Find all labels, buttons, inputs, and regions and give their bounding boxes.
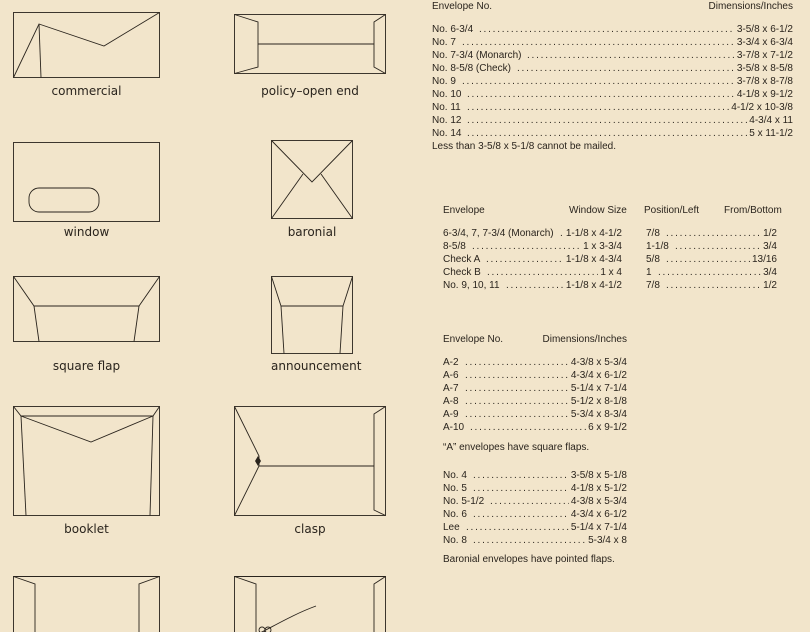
- cell: 13/16: [751, 254, 777, 265]
- window-label: window: [63, 225, 110, 239]
- table-row: [443, 279, 777, 292]
- dot-leader: [473, 469, 569, 482]
- envelope-dimensions: 4-3/4 x 6-1/2: [570, 509, 627, 520]
- dot-leader: [675, 240, 761, 253]
- dot-leader: [462, 75, 735, 88]
- envelope-name: No. 7-3/4 (Monarch): [432, 50, 522, 61]
- table-row: [432, 62, 793, 75]
- table-row: [443, 521, 627, 534]
- envelope-dimensions: 4-3/4 x 6-1/2: [570, 370, 627, 381]
- envelope-dimensions: 4-3/8 x 5-3/4: [570, 496, 627, 507]
- dot-leader: [465, 395, 569, 408]
- envelope-name: No. 11: [432, 102, 461, 113]
- dot-leader: [467, 114, 747, 127]
- envelope-name: No. 8-5/8 (Check): [432, 63, 511, 74]
- envelope-name: No. 6-3/4: [432, 24, 474, 35]
- dot-leader: [472, 240, 581, 253]
- envelope-name: A-6: [443, 370, 459, 381]
- table-row: [443, 369, 627, 382]
- envelope-size-table: [432, 0, 793, 153]
- commercial-label: commercial: [51, 84, 122, 98]
- dot-leader: [473, 508, 569, 521]
- envelope-name: No. 6: [443, 509, 467, 520]
- dot-leader: [486, 253, 564, 266]
- table-row: [443, 266, 777, 279]
- dot-leader: [465, 356, 569, 369]
- table-row: [443, 382, 627, 395]
- envelope-dimensions: 4-1/2 x 10-3/8: [731, 102, 793, 113]
- cell: 1: [646, 267, 652, 278]
- dot-leader: [506, 279, 564, 292]
- baronial-label: baronial: [287, 225, 337, 239]
- policy-open-end-envelope-illustration: [234, 14, 386, 74]
- cell: 1-1/8 x 4-1/2: [565, 280, 622, 291]
- dot-leader: [479, 23, 735, 36]
- dot-leader: [467, 88, 735, 101]
- table-row: [432, 127, 793, 140]
- booklet-envelope-illustration: [13, 406, 160, 516]
- dot-leader: [487, 266, 598, 279]
- envelope-dimensions: 4-1/8 x 9-1/2: [736, 89, 793, 100]
- dot-leader: [465, 369, 569, 382]
- envelope-dimensions: 5-1/2 x 8-1/8: [570, 396, 627, 407]
- cell: 1/2: [763, 228, 777, 239]
- window-envelope-illustration: [13, 142, 160, 222]
- envelope-dimensions: 5-3/4 x 8-3/4: [570, 409, 627, 420]
- table-row: [443, 253, 777, 266]
- table-row: [432, 75, 793, 88]
- dot-leader: [462, 36, 735, 49]
- envelope-dimensions: 6 x 9-1/2: [588, 422, 627, 433]
- dot-leader: [517, 62, 735, 75]
- cell: 3/4: [763, 241, 777, 252]
- envelope-name: No. 8: [443, 535, 467, 546]
- table1-header-left: Envelope No.: [432, 1, 493, 12]
- clasp-label: clasp: [294, 522, 326, 536]
- dot-leader: [467, 127, 747, 140]
- table-row: [443, 240, 777, 253]
- envelope-name: No. 5: [443, 483, 467, 494]
- envelope-dimensions: 3-3/4 x 6-3/4: [736, 37, 793, 48]
- table-row: [443, 534, 627, 547]
- baronial-envelope-illustration: [271, 140, 353, 219]
- cell: 1-1/8 x 4-1/2: [565, 228, 622, 239]
- envelope-name: A-2: [443, 357, 459, 368]
- dot-leader: [490, 495, 569, 508]
- table-row: [432, 114, 793, 127]
- envelope-name: No. 4: [443, 470, 467, 481]
- envelope-name: No. 5-1/2: [443, 496, 485, 507]
- cell: 5/8: [646, 254, 660, 265]
- envelope-dimensions: 3-5/8 x 8-5/8: [736, 63, 793, 74]
- baronial-note: Baronial envelopes have pointed flaps.: [443, 554, 615, 565]
- policy-open-end-label: policy–open end: [261, 84, 359, 98]
- table-row: [443, 495, 627, 508]
- table-row: [443, 356, 627, 369]
- envelope-dimensions: 3-7/8 x 7-1/2: [736, 50, 793, 61]
- table2-header-window-size: Window Size: [569, 205, 627, 216]
- table-row: [432, 101, 793, 114]
- square-flap-label: square flap: [52, 359, 121, 373]
- announcement-envelope-illustration: [271, 276, 353, 354]
- envelope-dimensions: 4-1/8 x 5-1/2: [570, 483, 627, 494]
- cell: 7/8: [646, 280, 660, 291]
- cell: 3/4: [763, 267, 777, 278]
- envelope-dimensions: 3-5/8 x 5-1/8: [570, 470, 627, 481]
- cell: No. 9, 10, 11: [443, 280, 500, 291]
- a-and-baronial-table: [443, 333, 627, 566]
- dot-leader: [560, 227, 564, 240]
- cell: 8-5/8: [443, 241, 466, 252]
- table-row: [443, 421, 627, 434]
- dot-leader: [473, 482, 569, 495]
- cell: Check B: [443, 267, 481, 278]
- dot-leader: [666, 227, 761, 240]
- clasp-envelope-illustration: [234, 406, 386, 516]
- table-row: [443, 408, 627, 421]
- envelope-dimensions: 5-3/4 x 8: [588, 535, 627, 546]
- table-row: [443, 482, 627, 495]
- dot-leader: [465, 382, 569, 395]
- envelope-name: A-9: [443, 409, 459, 420]
- cell: 1-1/8 x 4-3/4: [565, 254, 622, 265]
- envelope-name: A-8: [443, 396, 459, 407]
- partial-envelope-illustration-left: [13, 576, 160, 632]
- table3-header-left: Envelope No.: [443, 334, 504, 345]
- cell: 7/8: [646, 228, 660, 239]
- envelope-dimensions: 5 x 11-1/2: [749, 128, 793, 139]
- table2-header-position-left: Position/Left: [644, 205, 700, 216]
- envelope-name: A-7: [443, 383, 459, 394]
- window-position-table: [443, 204, 783, 292]
- cell: 1/2: [763, 280, 777, 291]
- table-row: [432, 88, 793, 101]
- partial-envelope-illustration-right: [234, 576, 386, 632]
- cell: 1 x 3-3/4: [583, 241, 622, 252]
- envelope-name: No. 12: [432, 115, 462, 126]
- announcement-label: announcement: [271, 359, 362, 373]
- table2-header-envelope: Envelope: [443, 205, 485, 216]
- envelope-dimensions: 5-1/4 x 7-1/4: [570, 522, 627, 533]
- cell: 6-3/4, 7, 7-3/4 (Monarch): [443, 228, 554, 239]
- table-row: [432, 49, 793, 62]
- envelope-name: No. 14: [432, 128, 462, 139]
- booklet-label: booklet: [64, 522, 109, 536]
- dot-leader: [473, 534, 586, 547]
- table3-header-right: Dimensions/Inches: [542, 334, 627, 345]
- envelope-dimensions: 3-5/8 x 6-1/2: [736, 24, 793, 35]
- envelope-dimensions: 5-1/4 x 7-1/4: [570, 383, 627, 394]
- dot-leader: [465, 408, 569, 421]
- envelope-name: No. 7: [432, 37, 456, 48]
- dot-leader: [467, 101, 729, 114]
- cell: Check A: [443, 254, 481, 265]
- table-row: [443, 395, 627, 408]
- envelope-dimensions: 4-3/8 x 5-3/4: [570, 357, 627, 368]
- commercial-envelope-illustration: [13, 12, 160, 78]
- table1-header-right: Dimensions/Inches: [708, 1, 793, 12]
- table-row: [443, 508, 627, 521]
- table-row: [432, 36, 793, 49]
- table-row: [432, 23, 793, 36]
- envelope-dimensions: 3-7/8 x 8-7/8: [736, 76, 793, 87]
- dot-leader: [470, 421, 586, 434]
- table2-header-from-bottom: From/Bottom: [724, 205, 782, 216]
- cell: 1 x 4: [600, 267, 622, 278]
- envelope-name: No. 10: [432, 89, 462, 100]
- envelope-name: A-10: [443, 422, 465, 433]
- envelope-name: Lee: [443, 522, 460, 533]
- envelope-dimensions: 4-3/4 x 11: [749, 115, 793, 126]
- dot-leader: [658, 266, 761, 279]
- table1-note: Less than 3-5/8 x 5-1/8 cannot be mailed.: [432, 141, 617, 152]
- dot-leader: [527, 49, 735, 62]
- dot-leader: [666, 279, 761, 292]
- envelope-name: No. 9: [432, 76, 456, 87]
- table-row: [443, 227, 777, 240]
- a-envelopes-note: “A” envelopes have square flaps.: [443, 442, 590, 453]
- dot-leader: [666, 253, 750, 266]
- table-row: [443, 469, 627, 482]
- square-flap-envelope-illustration: [13, 276, 160, 342]
- cell: 1-1/8: [646, 241, 669, 252]
- dot-leader: [466, 521, 569, 534]
